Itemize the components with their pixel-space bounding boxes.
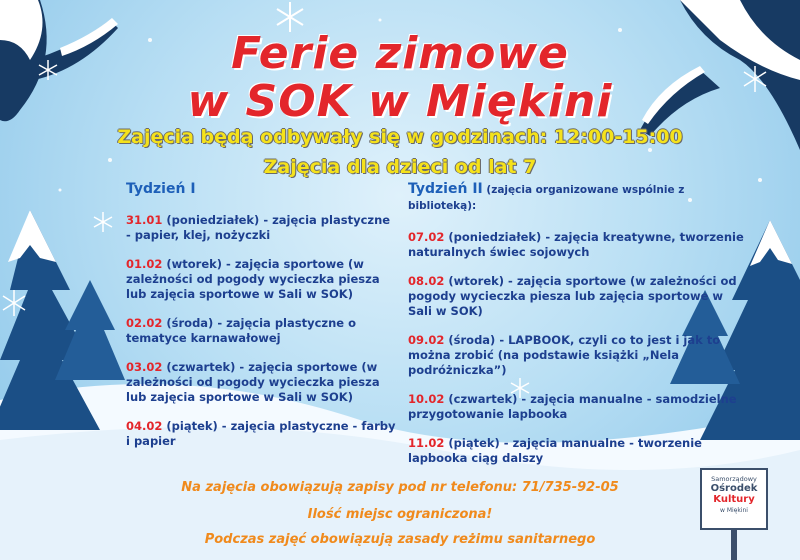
hours-subtitle: Zajęcia będą odbywały się w godzinach: 12:00-15:00 bbox=[117, 126, 683, 148]
week-2-heading bbox=[408, 182, 748, 214]
schedule-entry bbox=[126, 316, 396, 346]
logo-sign-post bbox=[731, 530, 737, 560]
schedule-entry bbox=[126, 360, 396, 405]
logo-line-2: Ośrodek bbox=[710, 483, 758, 494]
entry-text: (wtorek) - zajęcia sportowe (w zależności od pogody wycieczka piesza lub zajęcia sportowe w Sali w SOK) bbox=[408, 274, 737, 318]
age-subtitle: Zajęcia dla dzieci od lat 7 bbox=[263, 156, 537, 178]
sanitary-rules-note: Podczas zajęć obowiązują zasady reżimu sanitarnego bbox=[204, 532, 596, 547]
week-1-heading: Tydzień I bbox=[126, 181, 196, 197]
entry-text: (czwartek) - zajęcia sportowe (w zależności od pogody wycieczka piesza lub zajęcia sportowe w Sali w SOK) bbox=[126, 360, 380, 404]
week-2-title: Tydzień II bbox=[408, 181, 483, 197]
schedule-entry bbox=[408, 333, 748, 378]
week-1-column bbox=[126, 182, 396, 463]
logo-line-1: Samorządowy bbox=[711, 475, 757, 483]
entry-text: (piątek) - zajęcia plastyczne - farby i papier bbox=[126, 419, 396, 448]
title-line-1: Ferie zimowe bbox=[231, 28, 569, 79]
schedule-entry bbox=[408, 230, 748, 260]
entry-date: 07.02 bbox=[408, 230, 445, 244]
entry-date: 02.02 bbox=[126, 316, 163, 330]
entry-text: (czwartek) - zajęcia manualne - samodzielne przygotowanie lapbooka bbox=[408, 392, 737, 421]
entry-date: 11.02 bbox=[408, 436, 445, 450]
entry-text: (poniedziałek) - zajęcia plastyczne - papier, klej, nożyczki bbox=[126, 213, 391, 242]
entry-text: (piątek) - zajęcia manualne - tworzenie lapbooka ciąg dalszy bbox=[408, 436, 702, 465]
entry-text: (poniedziałek) - zajęcia kreatywne, tworzenie naturalnych świec sojowych bbox=[408, 230, 744, 259]
schedule-entry bbox=[126, 419, 396, 449]
schedule-entry bbox=[408, 274, 748, 319]
registration-note: Na zajęcia obowiązują zapisy pod nr telefonu: 71/735-92-05 bbox=[181, 480, 619, 495]
entry-text: (środa) - LAPBOOK, czyli co to jest i jak to można zrobić (na podstawie książki „Nela podróżniczka”) bbox=[408, 333, 721, 377]
entry-date: 09.02 bbox=[408, 333, 445, 347]
entry-text: (środa) - zajęcia plastyczne o tematyce karnawałowej bbox=[126, 316, 356, 345]
entry-date: 01.02 bbox=[126, 257, 163, 271]
entry-date: 03.02 bbox=[126, 360, 163, 374]
snowflake-icon bbox=[94, 212, 112, 232]
week-2-column bbox=[408, 182, 748, 480]
schedule-entry bbox=[408, 392, 748, 422]
entry-text: (wtorek) - zajęcia sportowe (w zależności od pogody wycieczka piesza lub zajęcia sportowe w Sali w SOK) bbox=[126, 257, 380, 301]
entry-date: 04.02 bbox=[126, 419, 163, 433]
entry-date: 10.02 bbox=[408, 392, 445, 406]
pine-tree-left-small bbox=[55, 280, 125, 380]
limited-places-note: Ilość miejsc ograniczona! bbox=[307, 507, 493, 522]
schedule-entry bbox=[126, 213, 396, 243]
week-2-note: (zajęcia organizowane wspólnie z biblioteką): bbox=[408, 184, 685, 212]
logo-line-3: Kultury bbox=[713, 494, 755, 505]
schedule-entry bbox=[408, 436, 748, 466]
entry-date: 08.02 bbox=[408, 274, 445, 288]
schedule-entry bbox=[126, 257, 396, 302]
sok-logo bbox=[700, 468, 768, 530]
title-line-2: w SOK w Miękini bbox=[187, 76, 613, 127]
entry-date: 31.01 bbox=[126, 213, 163, 227]
logo-line-4: w Miękini bbox=[720, 507, 748, 514]
